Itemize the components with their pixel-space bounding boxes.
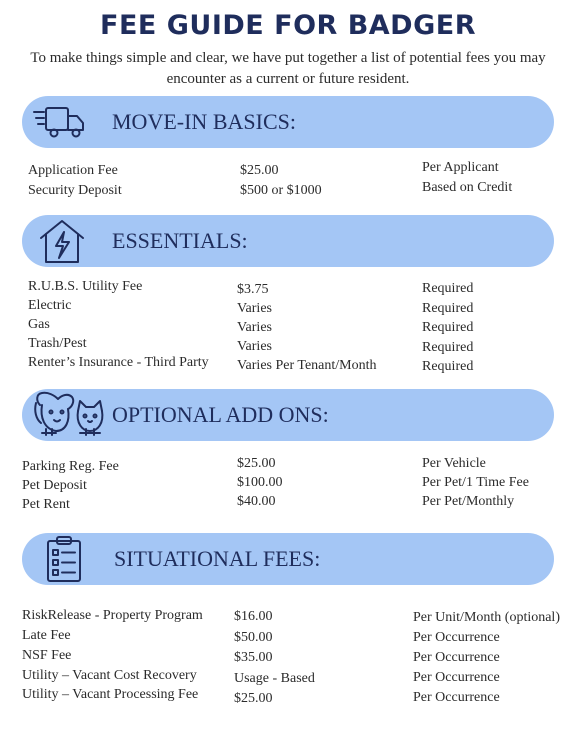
fee-name: R.U.B.S. Utility Fee	[28, 279, 143, 294]
fee-note: Per Unit/Month (optional)	[413, 610, 560, 625]
fee-note: Per Occurrence	[413, 670, 500, 685]
section-heading: ESSENTIALS:	[112, 228, 248, 253]
fee-note: Per Vehicle	[422, 456, 486, 471]
fee-note: Per Pet/Monthly	[422, 494, 515, 509]
fee-note: Required	[422, 281, 474, 296]
fee-amount: $35.00	[234, 650, 273, 665]
intro-text: To make things simple and clear, we have put together a list of potential fees you may encounter as a current or future resident.	[30, 50, 546, 87]
fee-name: Gas	[28, 317, 50, 332]
fee-amount: $50.00	[234, 630, 273, 645]
fee-amount: Usage - Based	[234, 671, 315, 686]
fee-name: Pet Rent	[22, 497, 70, 512]
fee-name: NSF Fee	[22, 648, 72, 663]
fee-note: Based on Credit	[422, 180, 513, 195]
section-banner-essentials	[22, 215, 554, 267]
fee-note: Per Occurrence	[413, 690, 500, 705]
fee-name: Renter’s Insurance - Third Party	[28, 355, 209, 370]
fee-note: Required	[422, 340, 474, 355]
fee-note: Per Occurrence	[413, 630, 500, 645]
fee-amount: Varies Per Tenant/Month	[237, 358, 377, 373]
section-heading: SITUATIONAL FEES:	[114, 546, 321, 571]
fee-note: Per Applicant	[422, 160, 499, 175]
moving-truck-icon	[32, 102, 88, 142]
fee-amount: Varies	[237, 320, 272, 335]
fee-name: Application Fee	[28, 163, 118, 178]
fee-note: Required	[422, 359, 474, 374]
fee-amount: $25.00	[237, 456, 276, 471]
fee-amount: $25.00	[234, 691, 273, 706]
fee-name: Utility – Vacant Processing Fee	[22, 687, 199, 702]
fee-name: Security Deposit	[28, 183, 122, 198]
fee-name: Pet Deposit	[22, 478, 87, 493]
fee-name: Electric	[28, 298, 72, 313]
house-lightning-icon	[38, 218, 86, 264]
fee-name: Late Fee	[22, 628, 71, 643]
section-banner-optional-add-ons	[22, 389, 554, 441]
fee-amount: $3.75	[237, 282, 269, 297]
fee-name: RiskRelease - Property Program	[22, 608, 203, 623]
fee-note: Required	[422, 301, 474, 316]
fee-note: Required	[422, 320, 474, 335]
section-banner-move-in	[22, 96, 554, 148]
fee-amount: $40.00	[237, 494, 276, 509]
fee-amount: Varies	[237, 301, 272, 316]
fee-amount: $500 or $1000	[240, 183, 322, 198]
fee-name: Parking Reg. Fee	[22, 459, 119, 474]
fee-amount: $16.00	[234, 609, 273, 624]
section-banner-situational-fees	[22, 533, 554, 585]
fee-amount: Varies	[237, 339, 272, 354]
dog-cat-icon	[32, 389, 106, 441]
fee-amount: $100.00	[237, 475, 283, 490]
section-heading: OPTIONAL ADD ONS:	[112, 402, 329, 427]
fee-note: Per Occurrence	[413, 650, 500, 665]
fee-amount: $25.00	[240, 163, 279, 178]
fee-name: Trash/Pest	[28, 336, 87, 351]
section-heading: MOVE-IN BASICS:	[112, 109, 296, 134]
fee-note: Per Pet/1 Time Fee	[422, 475, 529, 490]
clipboard-checklist-icon	[44, 535, 84, 583]
fee-name: Utility – Vacant Cost Recovery	[22, 668, 197, 683]
page-title: FEE GUIDE FOR BADGER	[100, 10, 476, 41]
